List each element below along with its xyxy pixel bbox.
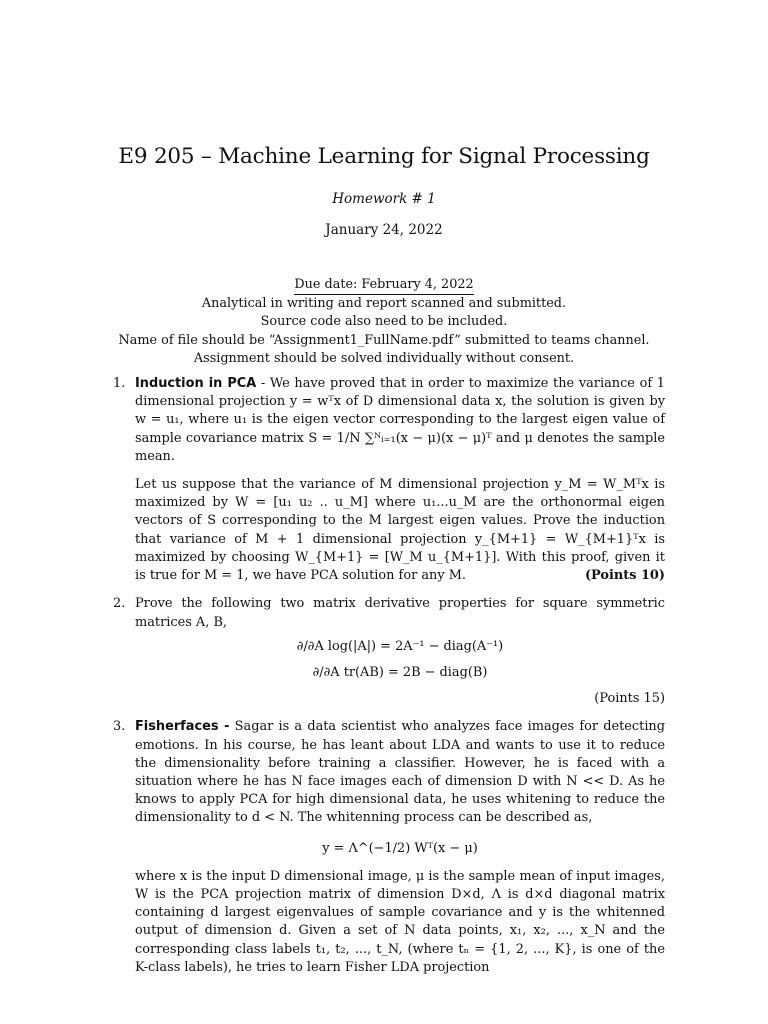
problem-number: 2.	[113, 596, 126, 612]
problem-1	[113, 375, 665, 585]
equation: ∂/∂A log(|A|) = 2A⁻¹ − diag(A⁻¹)	[296, 638, 504, 654]
equation-block	[135, 638, 665, 682]
instructions-block	[0, 276, 768, 368]
homework-subtitle: Homework # 1	[332, 191, 436, 207]
problem-heading: Induction in PCA	[135, 376, 257, 391]
due-date: Due date: February 4, 2022	[294, 276, 473, 295]
equation-block	[135, 840, 665, 858]
problem-paragraph: Let us suppose that the variance of M dimensional projection y_M = W_Mᵀx is maximized by W = [u₁ u₂ .. u_M] where u₁...u_M are the orthonormal eigen vectors of S corresponding to the M largest eigen values. Prove the induction that variance of M + 1 dimensional projection y_{M+1} = W_{M+1}ᵀx is maximized by choosing W_{M+1} = [W_M u_{M+1}]. With this proof, given it is true for M = 1, we have PCA solution for any M.	[135, 477, 665, 584]
document-title: E9 205 – Machine Learning for Signal Processing	[118, 144, 650, 169]
problem-number: 1.	[113, 376, 126, 391]
problem-3	[113, 718, 665, 977]
problem-paragraph: where x is the input D dimensional image, μ is the sample mean of input images, W is the PCA projection matrix of dimension D×d, Λ is d×d diagonal matrix containing d largest eigenvalues of sample covariance and y is the whitenned output of dimension d. Given a set of N data points, x₁, x₂, ..., x_N and the corresponding class labels t₁, t₂, ..., t_N, (where tₙ = {1, 2, ..., K}, is one of the K-class labels), he tries to learn Fisher LDA projection	[135, 868, 665, 975]
points-label: (Points 10)	[584, 568, 665, 584]
instruction-line: Assignment should be solved individually without consent.	[193, 350, 575, 366]
equation: ∂/∂A tr(AB) = 2B − diag(B)	[312, 665, 488, 681]
problem-paragraph	[135, 718, 665, 827]
document-date: January 24, 2022	[325, 222, 443, 238]
points-label: (Points 15)	[594, 691, 665, 707]
problem-text: - We have proved that in order to maximize the variance of 1 dimensional projection y = wᵀx of D dimensional data x, the solution is given by w = u₁, where u₁ is the eigen vector corresponding to the largest eigen value of sample covariance matrix S = 1/N ∑ᴺᵢ₌₁(x − μ)(x − μ)ᵀ and μ denotes the sample mean.	[135, 376, 665, 464]
problem-paragraph	[135, 375, 665, 466]
problem-heading: Fisherfaces -	[135, 719, 230, 735]
instruction-line: Name of file should be “Assignment1_FullName.pdf” submitted to teams channel.	[118, 332, 650, 348]
problem-text: Prove the following two matrix derivative properties for square symmetric matrices A, B,	[135, 596, 665, 630]
instruction-line: Analytical in writing and report scanned and submitted.	[201, 296, 567, 312]
problem-2	[113, 595, 665, 708]
problem-number: 3.	[113, 719, 126, 735]
problem-list	[113, 375, 665, 977]
problem-text: Sagar is a data scientist who analyzes face images for detecting emotions. In his course, he has leant about LDA and wants to use it to reduce the dimensionality before training a classifier. However, he is faced with a situation where he has N face images each of dimension D with N << D. As he knows to apply PCA for high dimensional data, he uses whitening to reduce the dimensionality to d < N. The whitenning process can be described as,	[135, 719, 665, 826]
equation: y = Λ^(−1/2) Wᵀ(x − μ)	[322, 840, 478, 856]
instruction-line: Source code also need to be included.	[260, 314, 508, 330]
